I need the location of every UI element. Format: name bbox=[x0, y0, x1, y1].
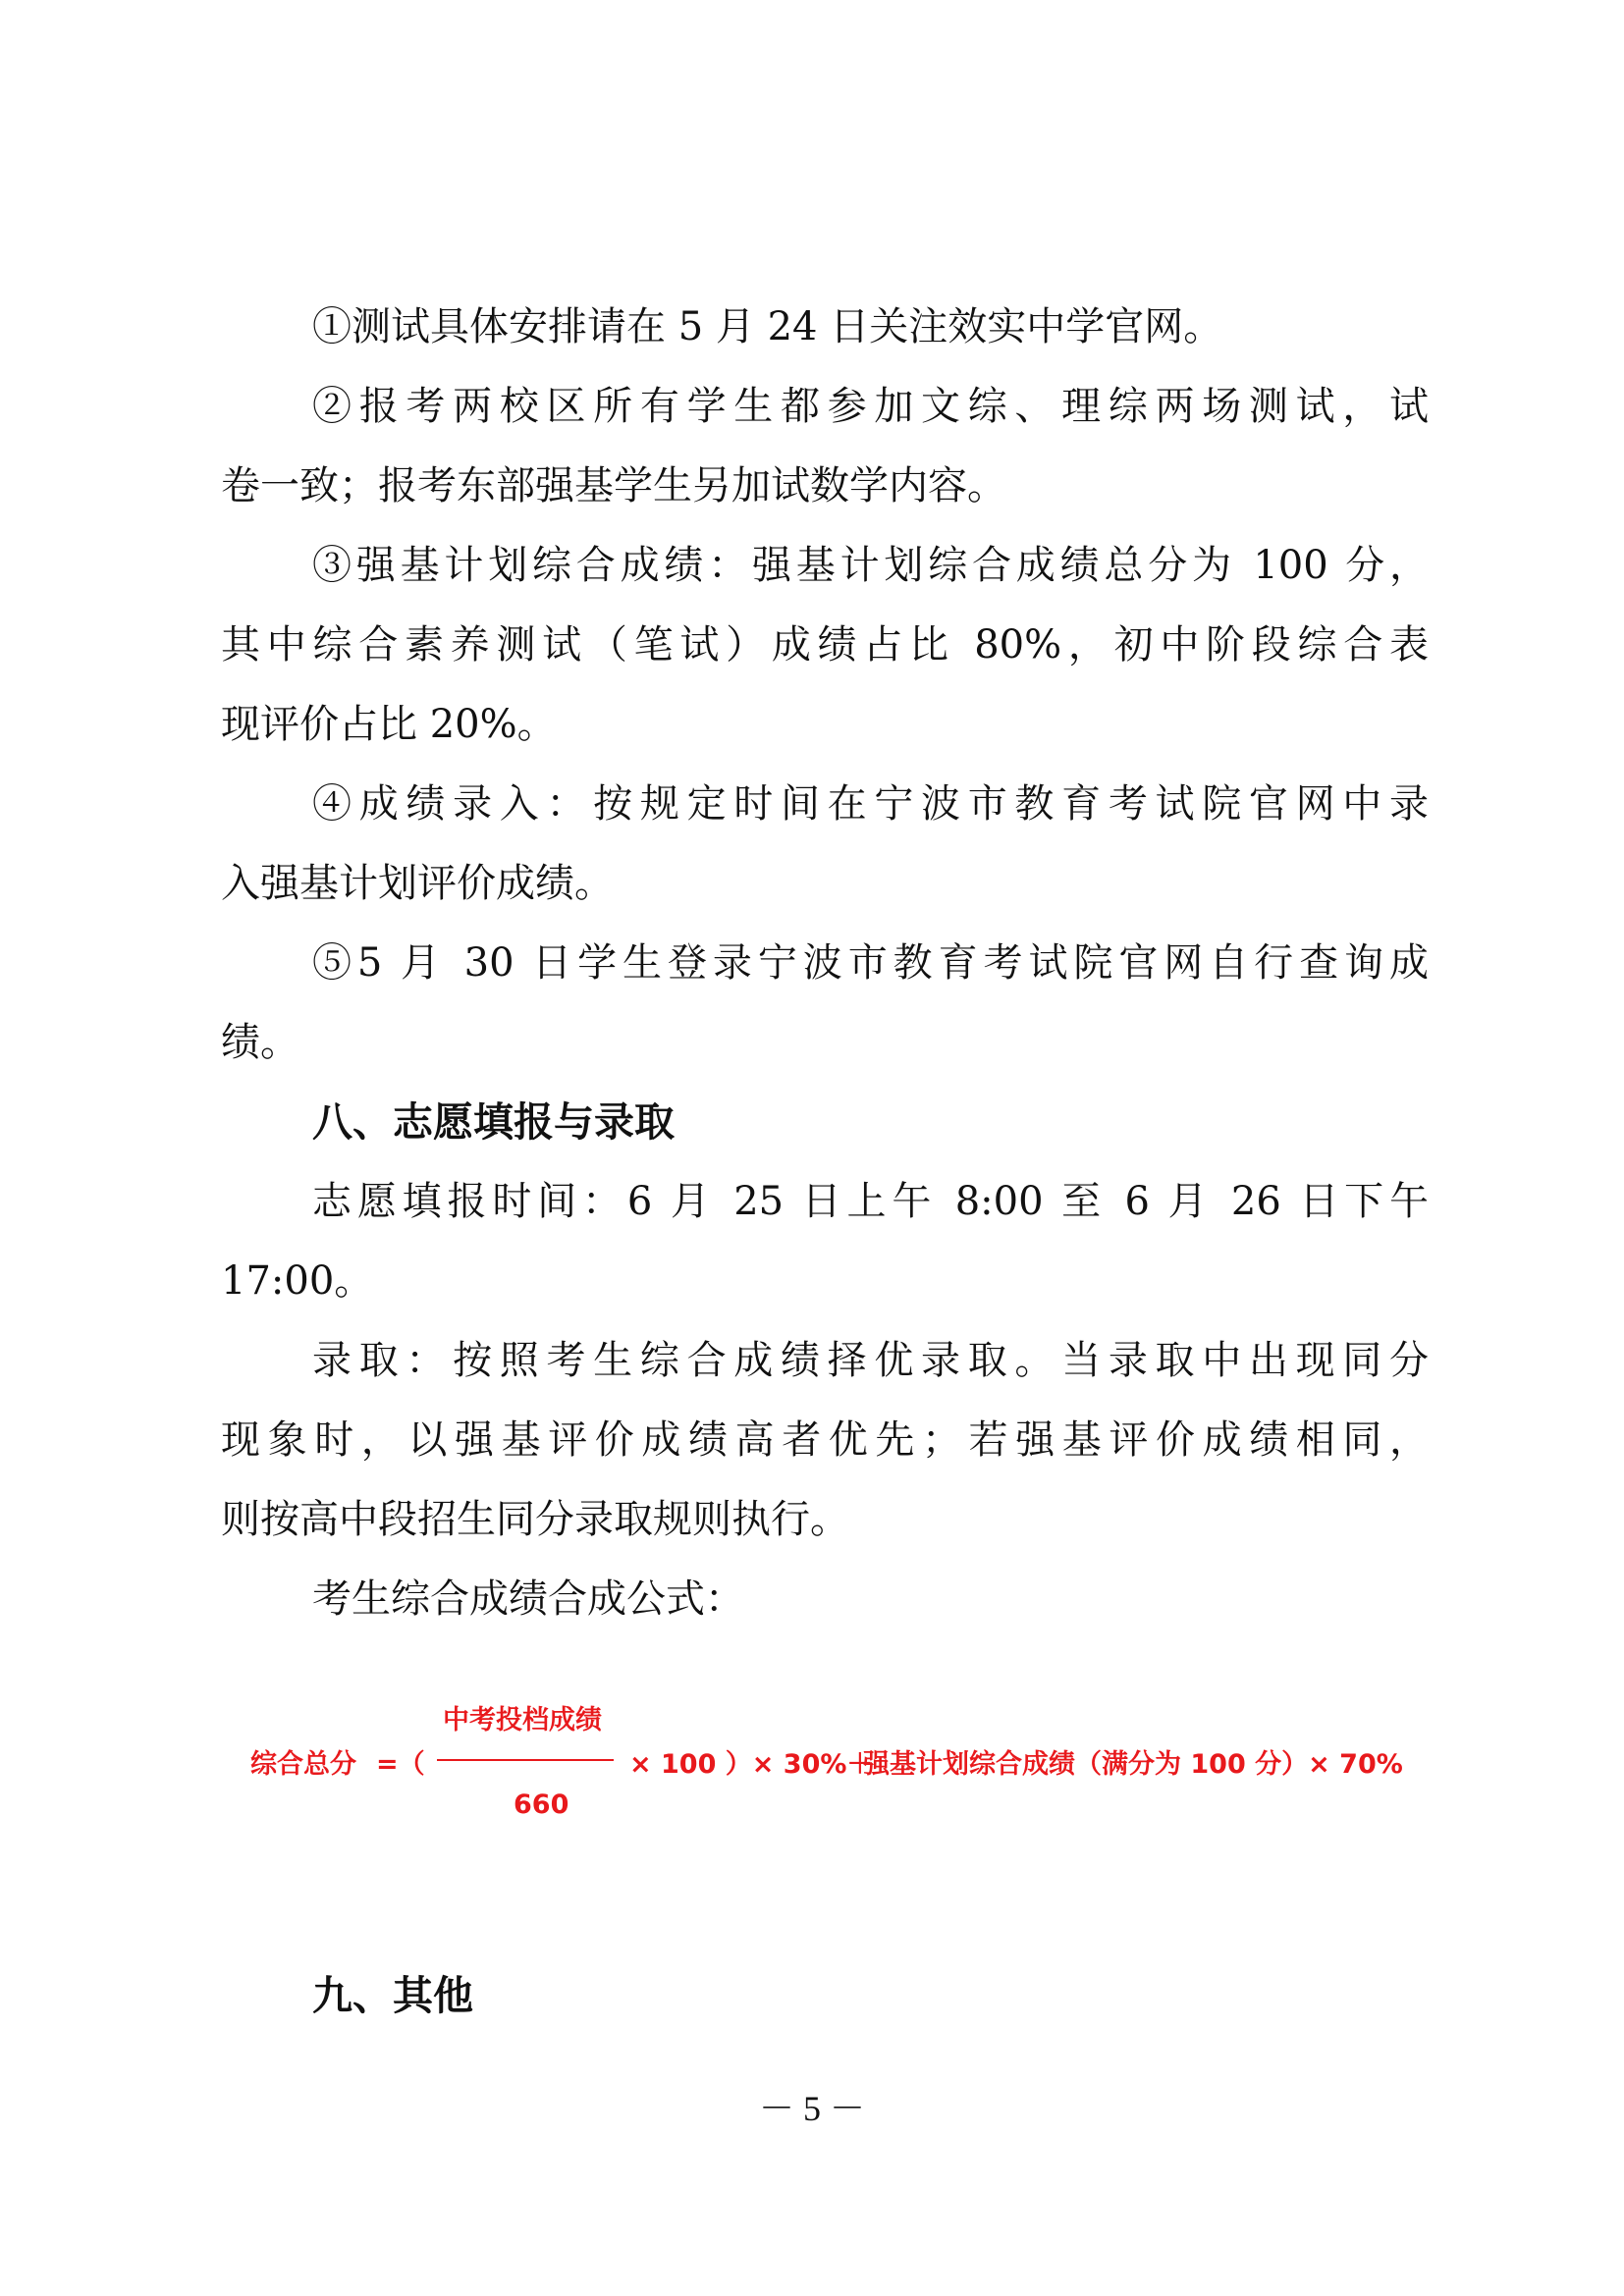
section-heading: 八、志愿填报与录取 bbox=[312, 1098, 675, 1146]
text-line: 17:00。 bbox=[221, 1258, 374, 1304]
text-line: 考生综合成绩合成公式： bbox=[312, 1576, 744, 1622]
fraction-bar bbox=[437, 1759, 614, 1761]
text-line: 其中综合素养测试（笔试）成绩占比 80%，初中阶段综合表 bbox=[221, 622, 1429, 667]
text-line: ⑤5 月 30 日学生登录宁波市教育考试院官网自行查询成 bbox=[312, 940, 1429, 986]
text-line: 卷一致；报考东部强基学生另加试数学内容。 bbox=[221, 463, 1006, 508]
text-line: ②报考两校区所有学生都参加文综、理综两场测试，试 bbox=[312, 384, 1429, 429]
text-line: 志愿填报时间：6 月 25 日上午 8:00 至 6 月 26 日下午 bbox=[312, 1179, 1429, 1224]
page-number: － 5 － bbox=[758, 2089, 865, 2128]
formula-equals: =（ bbox=[376, 1749, 425, 1780]
formula-times-100: × 100 ）× 30%＋ bbox=[629, 1749, 874, 1780]
text-line: 现象时，以强基评价成绩高者优先；若强基评价成绩相同， bbox=[221, 1417, 1429, 1463]
text-line: ③强基计划综合成绩：强基计划综合成绩总分为 100 分， bbox=[312, 543, 1429, 588]
score-formula bbox=[250, 1688, 1429, 1836]
formula-lhs: 综合总分 bbox=[250, 1749, 356, 1780]
text-line: ①测试具体安排请在 5 月 24 日关注效实中学官网。 bbox=[312, 304, 1223, 349]
formula-rhs: 强基计划综合成绩（满分为 100 分）× 70% bbox=[863, 1749, 1403, 1780]
section-heading: 九、其他 bbox=[312, 1972, 473, 2019]
text-line: ④成绩录入：按规定时间在宁波市教育考试院官网中录 bbox=[312, 781, 1429, 827]
text-line: 则按高中段招生同分录取规则执行。 bbox=[221, 1497, 849, 1542]
text-line: 现评价占比 20%。 bbox=[221, 702, 557, 747]
text-line: 绩。 bbox=[221, 1020, 299, 1065]
formula-denominator: 660 bbox=[514, 1789, 569, 1820]
text-line: 录取：按照考生综合成绩择优录取。当录取中出现同分 bbox=[312, 1338, 1429, 1383]
text-line: 入强基计划评价成绩。 bbox=[221, 861, 614, 906]
formula-numerator: 中考投档成绩 bbox=[443, 1705, 602, 1735]
